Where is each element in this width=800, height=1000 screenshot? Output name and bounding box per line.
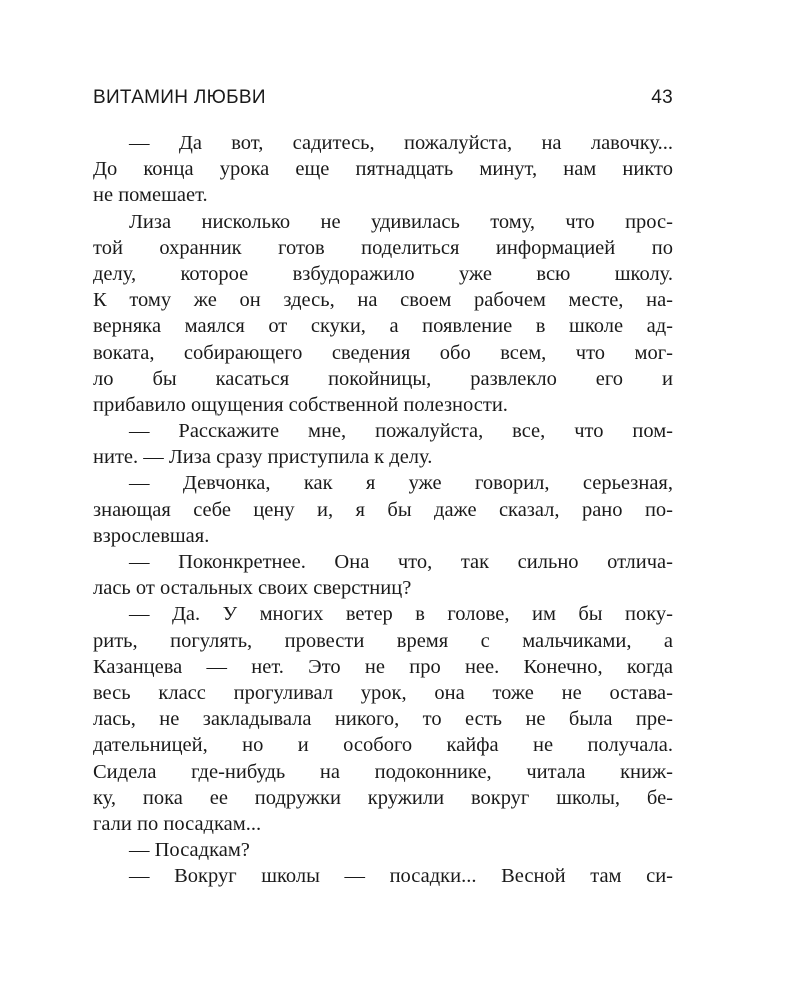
text-line: Казанцева — нет. Это не про нее. Конечно, когда <box>93 655 673 678</box>
text-line: рить, погулять, провести время с мальчиками, а <box>93 629 673 652</box>
text-line: — Расскажите мне, пожалуйста, все, что пом- <box>129 420 673 443</box>
text-line: — Да вот, садитесь, пожалуйста, на лавочку... <box>129 132 673 154</box>
text-line: делу, которое взбудоражило уже всю школу. <box>93 262 673 285</box>
text-line: — Вокруг школы — посадки... Весной там си- <box>129 865 673 888</box>
text-line: гали по посадкам... <box>93 812 262 835</box>
text-line: весь класс прогуливал урок, она тоже не остава- <box>93 681 673 704</box>
text-line: До конца урока еще пятнадцать минут, нам никто <box>93 158 673 181</box>
body-text <box>93 130 673 889</box>
text-line: — Посадкам? <box>129 839 250 862</box>
text-line: К тому же он здесь, на своем рабочем месте, на- <box>93 289 673 312</box>
text-line: знающая себе цену и, я бы даже сказал, рано по- <box>93 498 673 521</box>
text-line: ку, пока ее подружки кружили вокруг школы, бе- <box>93 786 673 809</box>
text-line: Сидела где-нибудь на подоконнике, читала книж- <box>93 760 673 783</box>
text-line: — Да. У многих ветер в голове, им бы поку- <box>129 603 673 626</box>
text-line: — Поконкретнее. Она что, так сильно отлича- <box>129 551 673 573</box>
text-line: Лиза нисколько не удивилась тому, что прос- <box>129 210 673 233</box>
text-line: — Девчонка, как я уже говорил, серьезная, <box>129 472 673 495</box>
page-number: 43 <box>651 87 673 108</box>
text-line: дательницей, но и особого кайфа не получала. <box>93 734 673 757</box>
text-line: ните. — Лиза сразу приступила к делу. <box>93 446 433 469</box>
text-line: воката, собирающего сведения обо всем, что мог- <box>93 341 673 364</box>
book-title: ВИТАМИН ЛЮБВИ <box>93 87 266 108</box>
text-line: прибавило ощущения собственной полезности. <box>93 393 508 416</box>
text-line: взрослевшая. <box>93 524 210 547</box>
running-head <box>93 84 673 112</box>
text-line: той охранник готов поделиться информацией по <box>93 236 673 259</box>
text-line: ло бы касаться покойницы, развлекло его и <box>93 367 673 390</box>
text-line: верняка маялся от скуки, а появление в школе ад- <box>93 315 673 338</box>
text-line: не помешает. <box>93 184 208 207</box>
text-line: лась, не закладывала никого, то есть не была пре- <box>93 708 673 731</box>
text-line: лась от остальных своих сверстниц? <box>93 577 412 600</box>
